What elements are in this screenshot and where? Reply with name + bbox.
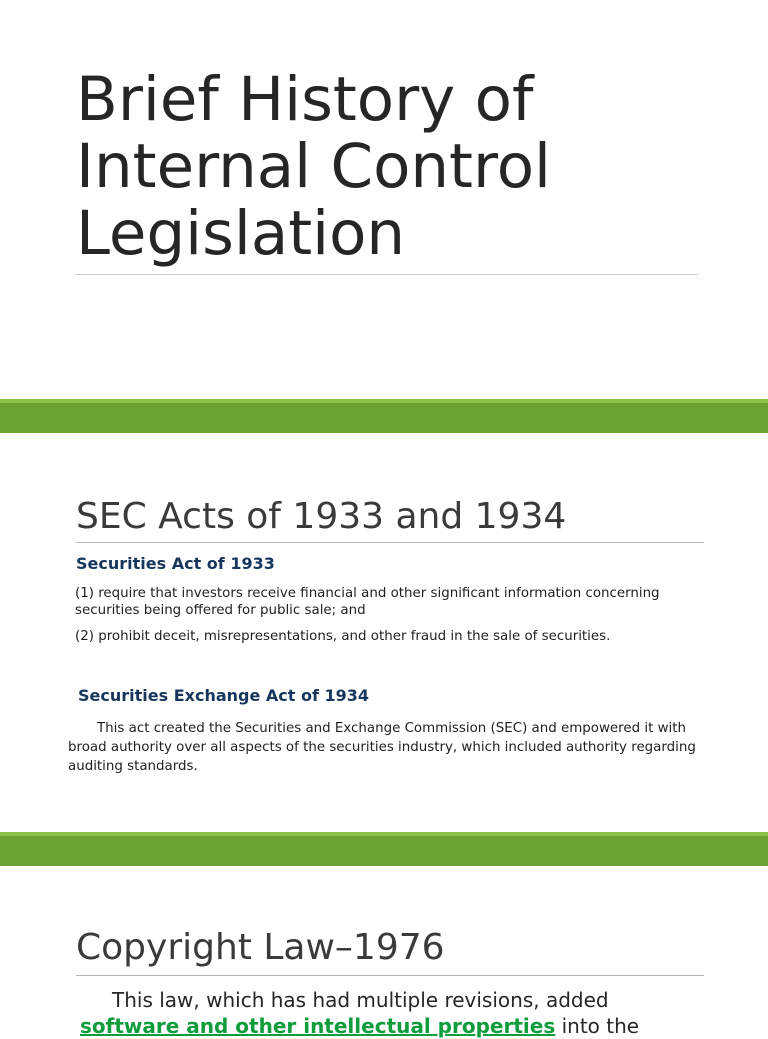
copyright-body: [80, 987, 700, 1039]
copyright-body-end: into the: [555, 1014, 640, 1038]
slide-title: Brief History of Internal Control Legislation: [76, 64, 551, 269]
slide-heading: Copyright Law–1976: [76, 927, 445, 968]
heading-underline: [76, 975, 704, 976]
slide-separator: [0, 832, 768, 866]
exchange-act-body: This act created the Securities and Exchange Commission (SEC) and empowered it with broad authority over all aspects of the securities industry, which included authority regarding auditing standards.: [68, 721, 696, 774]
securities-act-item: (1) require that investors receive financial and other significant information concerning securities being offered for public sale; and: [75, 586, 660, 618]
heading-underline: [76, 542, 704, 543]
copyright-body-highlight: software and other intellectual properties: [80, 1014, 556, 1038]
slide-heading: SEC Acts of 1933 and 1934: [76, 496, 567, 537]
securities-act-heading: Securities Act of 1933: [76, 554, 275, 573]
securities-act-item: (2) prohibit deceit, misrepresentations, and other fraud in the sale of securities.: [75, 629, 611, 644]
copyright-body-start: This law, which has had multiple revisions, added: [112, 988, 609, 1012]
title-underline: [76, 274, 698, 275]
slide-separator: [0, 399, 768, 433]
exchange-act-heading: Securities Exchange Act of 1934: [78, 686, 370, 705]
